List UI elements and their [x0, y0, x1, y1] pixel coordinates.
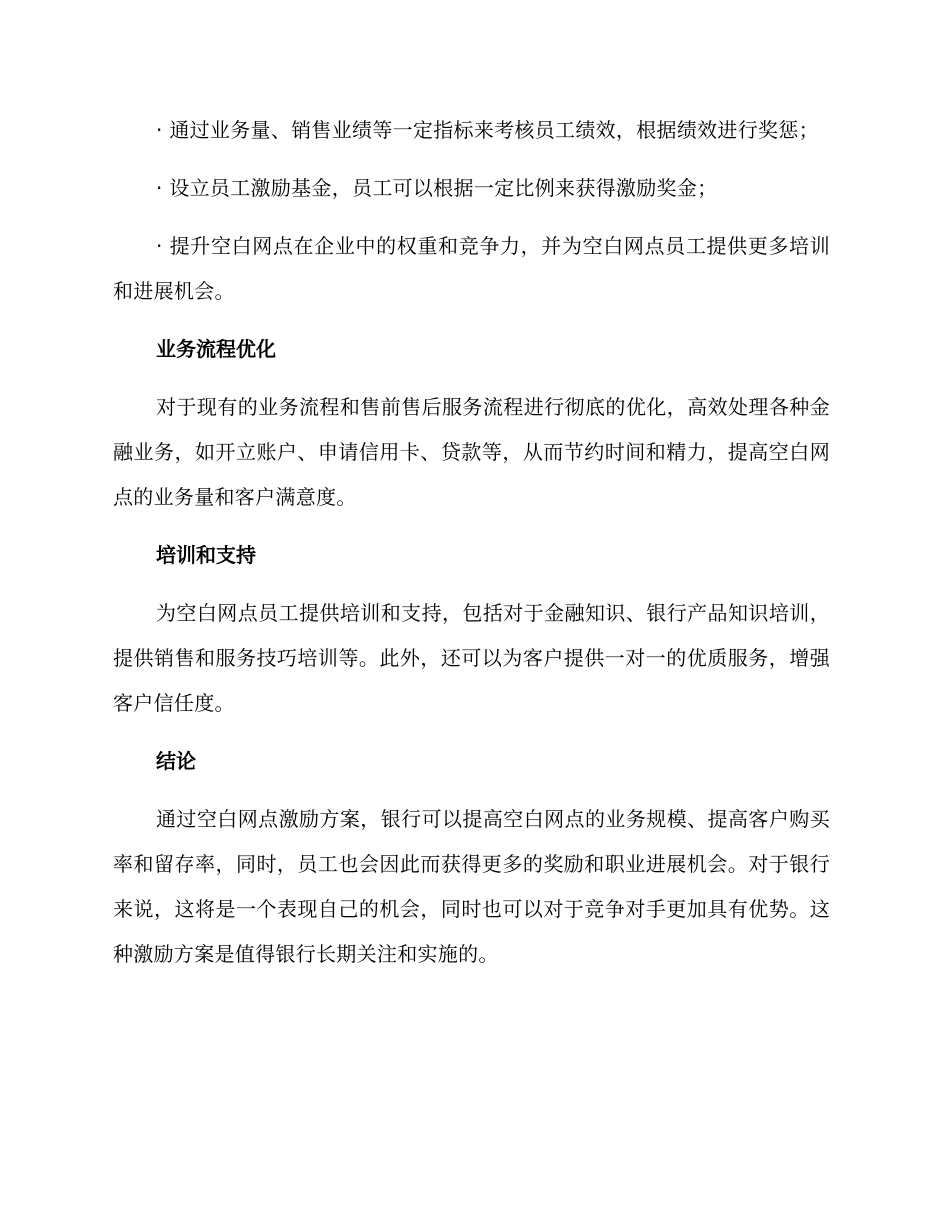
section-heading-process-optimization: 业务流程优化	[156, 337, 276, 361]
document-page	[113, 108, 830, 990]
section-heading-conclusion: 结论	[156, 749, 196, 773]
section-body-conclusion: 通过空白网点激励方案，银行可以提高空白网点的业务规模、提高客户购买率和留存率，同时，员工也会因此而获得更多的奖励和职业进展机会。对于银行来说，这将是一个表现自己的机会，同时也可以对于竞争对手更加具有优势。这种激励方案是值得银行长期关注和实施的。	[113, 807, 830, 966]
bullet-item-performance: · 通过业务量、销售业绩等一定指标来考核员工绩效，根据绩效进行奖惩；	[156, 118, 819, 142]
section-body-process-optimization: 对于现有的业务流程和售前售后服务流程进行彻底的优化，高效处理各种金融业务，如开立账户、申请信用卡、贷款等，从而节约时间和精力，提高空白网点的业务量和客户满意度。	[113, 395, 830, 509]
section-body-training-support: 为空白网点员工提供培训和支持，包括对于金融知识、银行产品知识培训，提供销售和服务技巧培训等。此外，还可以为客户提供一对一的优质服务，增强客户信任度。	[113, 601, 830, 715]
bullet-item-competitiveness: · 提升空白网点在企业中的权重和竞争力，并为空白网点员工提供更多培训和进展机会。	[113, 234, 830, 303]
bullet-item-incentive-fund: · 设立员工激励基金，员工可以根据一定比例来获得激励奖金；	[156, 176, 718, 200]
section-heading-training-support: 培训和支持	[156, 543, 256, 567]
